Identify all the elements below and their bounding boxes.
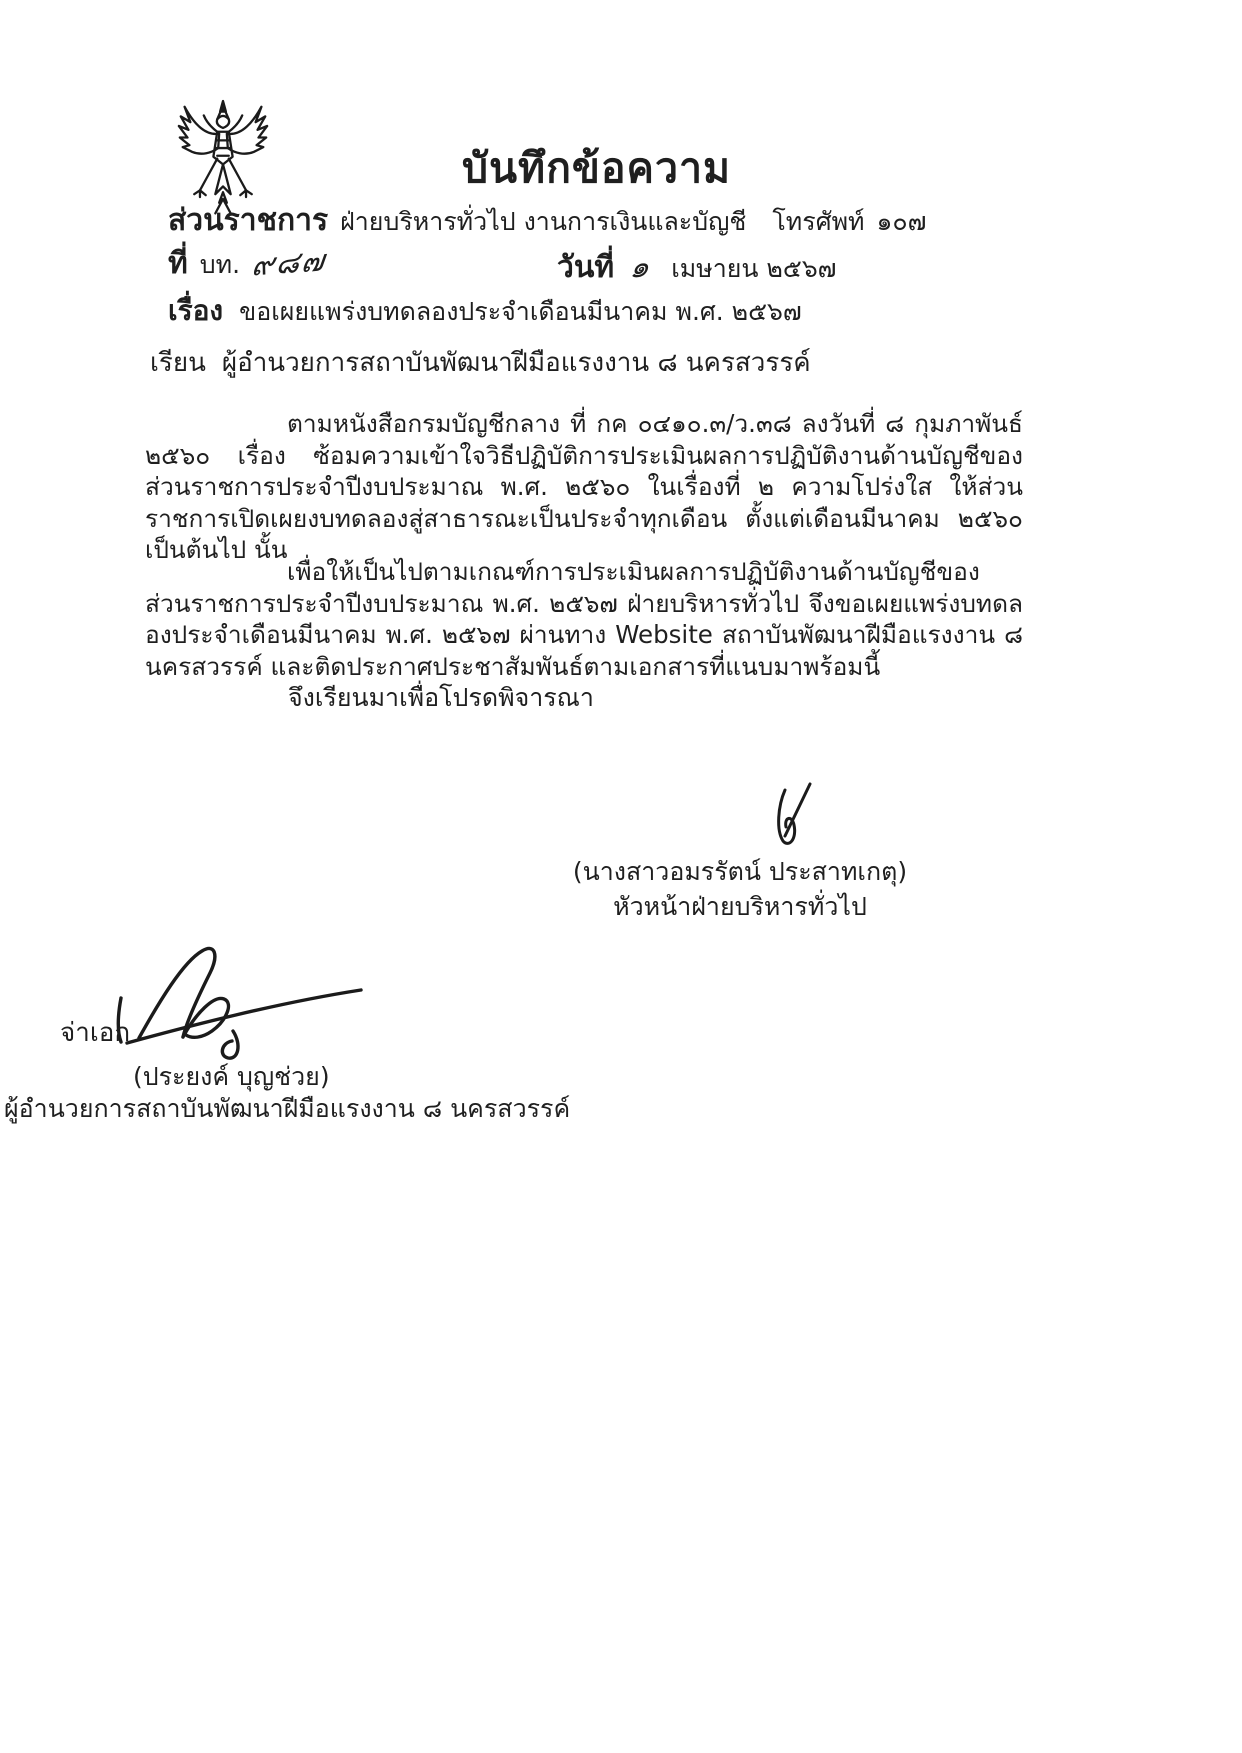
closing-line: จึงเรียนมาเพื่อโปรดพิจารณา: [288, 683, 594, 712]
phone-number: ๑๐๗: [876, 207, 927, 236]
body-paragraph-2: เพื่อให้เป็นไปตามเกณฑ์การประเมินผลการปฏิบัติงานด้านบัญชีของส่วนราชการประจำปีงบประมาณ พ.ศ. ๒๕๖๗ ฝ่ายบริหารทั่วไป จึงขอเผยแพร่งบทดลองประจำเดือนมีนาคม พ.ศ. ๒๕๖๗ ผ่านทาง Website สถาบันพัฒนาฝีมือแรงงาน ๘ นครสวรรค์ และติดประกาศประชาสัมพันธ์ตามเอกสารที่แนบมาพร้อมนี้: [145, 557, 1023, 681]
approver-name: (นางสาวอมรรัตน์ ประสาทเกตุ): [572, 857, 908, 886]
date-day-handwritten: ๑: [628, 249, 654, 286]
doc-no-label: ที่: [168, 246, 188, 281]
subject-label: เรื่อง: [168, 294, 224, 327]
recipient-label: เรียน: [150, 348, 206, 378]
body-paragraph-1: ตามหนังสือกรมบัญชีกลาง ที่ กค ๐๔๑๐.๓/ว.๓๘ ลงวันที่ ๘ กุมภาพันธ์ ๒๕๖๐ เรื่อง ซ้อมความเข้าใจวิธีปฏิบัติการประเมินผลการปฏิบัติงานด้านบัญชีของส่วนราชการประจำปีงบประมาณ พ.ศ. ๒๕๖๐ ในเรื่องที่ ๒ ความโปร่งใส ให้ส่วนราชการเปิดเผยงบทดลองสู่สาธารณะเป็นประจำทุกเดือน ตั้งแต่เดือนมีนาคม ๒๕๖๐ เป็นต้นไป นั้น: [145, 409, 1023, 564]
doc-no-handwritten: ๙๘๗: [249, 243, 328, 284]
rank-label: จ่าเอก: [60, 1018, 131, 1048]
date-label: วันที่: [557, 250, 615, 285]
agency-label: ส่วนราชการ: [168, 203, 329, 238]
recipient-value: ผู้อำนวยการสถาบันพัฒนาฝีมือแรงงาน ๘ นครสวรรค์: [221, 348, 811, 378]
approver-title: หัวหน้าฝ่ายบริหารทั่วไป: [613, 892, 867, 921]
director-title: ผู้อำนวยการสถาบันพัฒนาฝีมือแรงงาน ๘ นครสวรรค์: [4, 1094, 571, 1123]
approver-signature-icon: [758, 780, 818, 854]
agency-value: ฝ่ายบริหารทั่วไป งานการเงินและบัญชี: [340, 207, 747, 236]
memo-title: บันทึกข้อความ: [462, 144, 732, 192]
date-month-year: เมษายน ๒๕๖๗: [671, 254, 837, 283]
director-signature-icon: [105, 942, 375, 1070]
subject-value: ขอเผยแพร่งบทดลองประจำเดือนมีนาคม พ.ศ. ๒๕๖๗: [239, 297, 802, 326]
doc-no-prefix: บท.: [199, 250, 241, 279]
phone-label: โทรศัพท์: [772, 207, 865, 236]
director-name: (ประยงค์ บุญช่วย): [133, 1062, 330, 1091]
